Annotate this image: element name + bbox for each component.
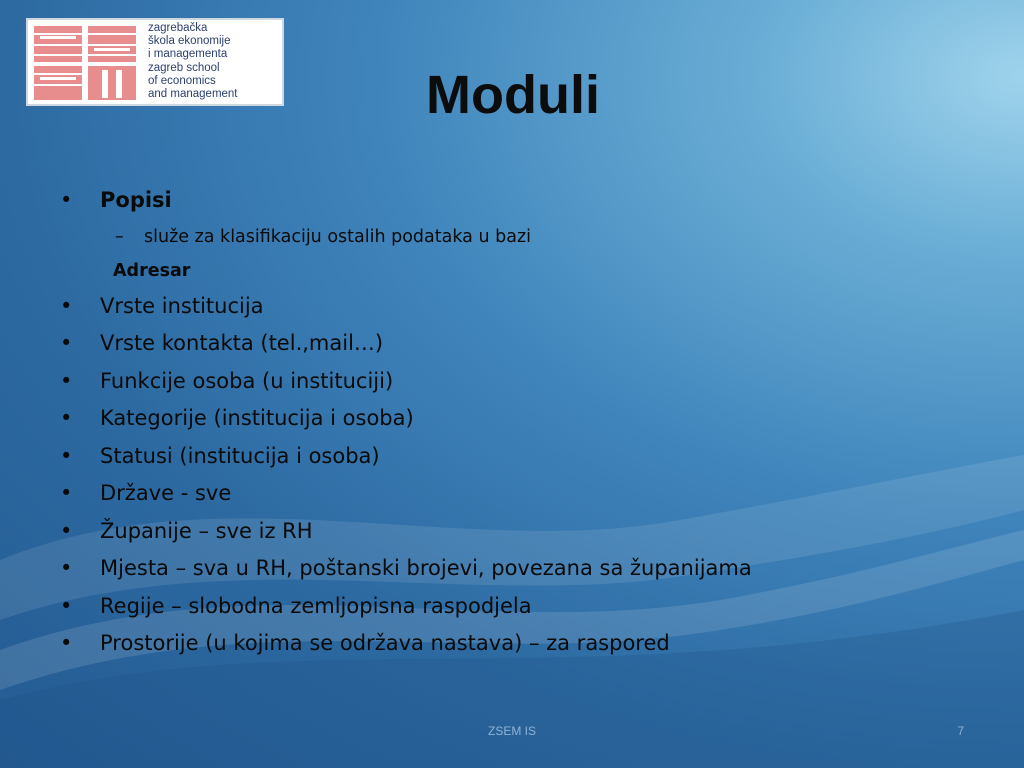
logo-line: škola ekonomije — [148, 35, 231, 48]
bullet-marker: • — [60, 556, 73, 580]
logo-text — [148, 22, 284, 101]
list-item-text: Države - sve — [100, 481, 232, 505]
list-item — [58, 625, 998, 663]
list-item — [58, 475, 998, 513]
bullet-marker: • — [60, 368, 73, 393]
list-item-text: Adresar — [113, 260, 191, 281]
sub-list-item — [58, 220, 998, 254]
list-item-text: Prostorije (u kojima se održava nastava) – za raspored — [100, 631, 670, 655]
slide-title: Moduli — [426, 65, 600, 125]
bullet-marker: • — [60, 331, 73, 355]
logo-line: and management — [148, 88, 238, 101]
list-item-text: Županije – sve iz RH — [100, 518, 313, 543]
list-item — [58, 550, 998, 588]
footer-label: ZSEM IS — [487, 724, 536, 738]
page-number: 7 — [957, 724, 964, 738]
list-item — [58, 363, 998, 401]
zsem-logo-mark — [32, 24, 138, 102]
list-item — [58, 182, 998, 220]
logo-line: zagrebačka — [148, 22, 208, 34]
list-item-text: Statusi (institucija i osoba) — [100, 443, 380, 468]
bullet-list — [58, 182, 998, 663]
logo-line: i managementa — [148, 48, 228, 61]
list-item — [58, 588, 998, 626]
bullet-marker: • — [60, 631, 73, 655]
bullet-marker: • — [60, 518, 73, 543]
list-item-text: Popisi — [100, 188, 172, 212]
zsem-logo — [26, 18, 284, 106]
list-item-text: Vrste institucija — [100, 293, 264, 318]
bullet-marker: • — [60, 406, 73, 430]
bullet-marker: • — [60, 593, 73, 618]
bullet-marker: • — [60, 481, 73, 505]
bullet-marker: • — [60, 293, 73, 318]
list-item-text: Regije – slobodna zemljopisna raspodjela — [100, 593, 532, 618]
list-item — [58, 288, 998, 326]
list-item — [58, 438, 998, 476]
list-item — [58, 513, 998, 551]
list-item-text: Mjesta – sva u RH, poštanski brojevi, povezana sa županijama — [100, 556, 752, 580]
bullet-marker: • — [60, 443, 73, 468]
list-item-text: Vrste kontakta (tel.,mail…) — [100, 331, 384, 355]
list-item-text: Kategorije (institucija i osoba) — [100, 406, 414, 430]
bullet-marker: • — [60, 188, 73, 212]
list-item — [58, 400, 998, 438]
list-item-text: Funkcije osoba (u instituciji) — [100, 368, 394, 393]
logo-line: zagreb school — [148, 61, 220, 74]
dash-marker: – — [115, 226, 124, 247]
list-item — [58, 254, 998, 288]
logo-line: of economics — [148, 74, 216, 87]
list-item — [58, 325, 998, 363]
list-item-text: služe za klasifikaciju ostalih podataka u bazi — [144, 226, 531, 247]
